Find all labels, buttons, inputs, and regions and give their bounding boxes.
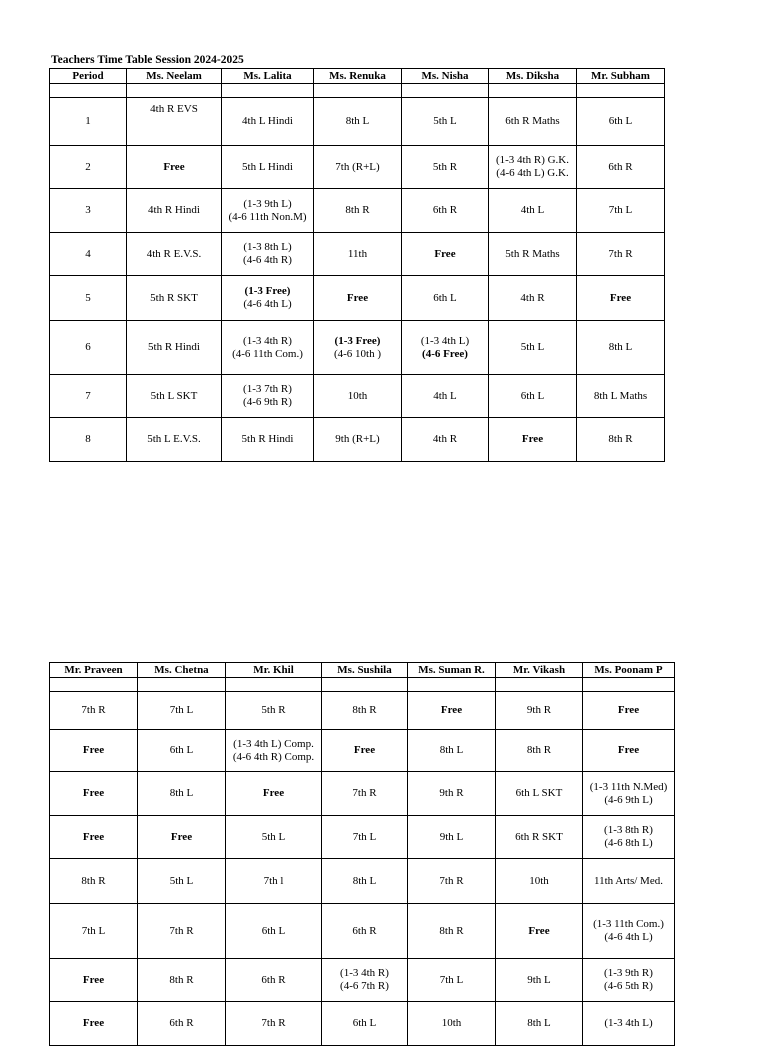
cell-text: 11th Arts/ Med. — [594, 874, 663, 887]
cell-text: 8th R — [81, 874, 106, 887]
empty-cell — [322, 678, 408, 692]
timetable-cell — [222, 189, 314, 233]
period-number: 7 — [50, 375, 127, 418]
cell-text: (1-3 4th L) — [420, 334, 470, 347]
timetable-cell — [583, 692, 675, 730]
cell-text: 5th L — [261, 830, 286, 843]
timetable-cell — [577, 276, 665, 321]
cell-text: 5th R Hindi — [241, 433, 294, 445]
timetable-cell — [226, 730, 322, 772]
timetable-cell — [402, 321, 489, 375]
timetable-cell — [138, 959, 226, 1002]
cell-text: Free — [82, 973, 105, 986]
cell-text: Free — [617, 704, 640, 716]
cell-text: 9th L — [439, 830, 464, 843]
cell-text: 8th R — [345, 204, 370, 216]
cell-text: 6th R Maths — [505, 115, 560, 127]
timetable-cell — [402, 146, 489, 189]
timetable-cell — [583, 859, 675, 904]
cell-text: (4-6 11th Non.M) — [228, 210, 307, 223]
cell-text: 7th R — [81, 704, 106, 716]
header-cell: Period — [50, 69, 127, 84]
cell-text: (1-3 7th R) — [243, 383, 292, 395]
cell-text: Free — [434, 247, 456, 260]
cell-text: 8th L — [608, 341, 633, 353]
table-row — [50, 692, 675, 730]
cell-text: Free — [528, 924, 550, 937]
header-cell: Mr. Subham — [577, 69, 665, 84]
timetable-cell — [408, 959, 496, 1002]
timetable-cell — [489, 276, 577, 321]
timetable-cell — [322, 772, 408, 816]
timetable-cell — [577, 98, 665, 146]
cell-text: 7th l — [263, 874, 284, 887]
cell-text: Free — [170, 830, 193, 843]
cell-text: 6th R SKT — [515, 830, 563, 843]
table-row — [50, 233, 665, 276]
timetable-cell — [496, 959, 583, 1002]
cell-text: 4th L — [520, 204, 545, 216]
timetable-cell — [322, 816, 408, 859]
header-cell: Ms. Suman R. — [408, 663, 496, 678]
timetable-cell — [222, 98, 314, 146]
cell-text: 5th R Hindi — [148, 341, 200, 353]
timetable-cell — [322, 959, 408, 1002]
timetable-cell — [583, 959, 675, 1002]
timetable-cell — [127, 418, 222, 462]
cell-text: (4-6 11th Com.) — [232, 347, 303, 360]
cell-text: 6th L — [433, 291, 457, 304]
timetable-cell — [222, 276, 314, 321]
cell-text: (1-3 8th R) — [604, 824, 653, 836]
table-row — [50, 418, 665, 462]
cell-text: 6th R — [169, 1017, 194, 1029]
cell-text: 7th L — [352, 830, 377, 843]
cell-text: 6th R — [432, 204, 458, 216]
cell-text: (4-6 4th L) — [604, 931, 653, 943]
timetable-cell — [50, 772, 138, 816]
cell-text: 4th R Hindi — [148, 204, 200, 216]
period-number: 3 — [50, 189, 127, 233]
cell-text: 6th L — [520, 389, 545, 402]
cell-text: 8th L — [169, 787, 194, 799]
timetable-cell — [127, 276, 222, 321]
header-cell: Mr. Vikash — [496, 663, 583, 678]
header-cell: Ms. Poonam P — [583, 663, 675, 678]
timetable-cell — [127, 233, 222, 276]
cell-text: 7th R — [352, 787, 377, 799]
timetable-cell — [127, 375, 222, 418]
cell-text: (4-6 4th R) — [243, 254, 292, 266]
timetable-cell — [402, 375, 489, 418]
period-number: 8 — [50, 418, 127, 462]
timetable-cell — [402, 98, 489, 146]
timetable-cell — [496, 904, 583, 959]
cell-text: 10th — [529, 874, 549, 887]
cell-text: (4-6 7th R) — [340, 980, 389, 992]
cell-text: Free — [262, 787, 285, 799]
timetable-cell — [489, 98, 577, 146]
cell-text: 6th L — [608, 115, 633, 127]
timetable-cell — [127, 189, 222, 233]
cell-text: 6th L — [352, 1017, 377, 1029]
cell-text: 5th R Maths — [505, 247, 560, 260]
cell-text: 8th R — [352, 704, 377, 716]
period-number: 6 — [50, 321, 127, 375]
timetable-cell — [226, 772, 322, 816]
cell-text: 6th L SKT — [515, 787, 563, 799]
cell-text: 10th — [347, 389, 368, 402]
timetable-cell — [50, 730, 138, 772]
cell-text: 7th R — [169, 924, 194, 937]
header-cell: Ms. Renuka — [314, 69, 402, 84]
timetable-cell — [50, 816, 138, 859]
timetable-cell — [226, 959, 322, 1002]
cell-text: Free — [440, 704, 463, 716]
timetable-cell — [408, 692, 496, 730]
timetable-cell — [496, 730, 583, 772]
cell-text: (1-3 11th N.Med) — [589, 780, 668, 793]
timetable-cell — [138, 859, 226, 904]
timetable-cell — [314, 276, 402, 321]
timetable-cell — [222, 418, 314, 462]
timetable-cell — [583, 772, 675, 816]
cell-text: 5th L SKT — [150, 389, 198, 402]
period-number: 2 — [50, 146, 127, 189]
timetable-cell — [489, 375, 577, 418]
cell-text: 7th R — [608, 247, 633, 260]
cell-text: 5th L Hindi — [242, 160, 293, 173]
empty-cell — [50, 84, 127, 98]
timetable-cell — [50, 859, 138, 904]
cell-text: (1-3 8th L) — [243, 241, 292, 253]
timetable-upper — [49, 68, 665, 462]
timetable-cell — [314, 321, 402, 375]
cell-text: 8th L — [439, 744, 464, 756]
header-cell: Ms. Chetna — [138, 663, 226, 678]
timetable-cell — [408, 772, 496, 816]
table-row — [50, 730, 675, 772]
cell-text: 9th R — [526, 704, 552, 716]
header-cell: Ms. Neelam — [127, 69, 222, 84]
timetable-lower — [49, 662, 675, 1046]
timetable-cell — [577, 375, 665, 418]
period-number: 4 — [50, 233, 127, 276]
timetable-cell — [577, 189, 665, 233]
timetable-cell — [402, 276, 489, 321]
timetable-cell — [408, 859, 496, 904]
cell-text: Free — [353, 744, 376, 756]
header-cell: Ms. Diksha — [489, 69, 577, 84]
cell-text: 5th L — [433, 115, 457, 127]
cell-text: 8th R — [169, 973, 194, 986]
timetable-cell — [226, 904, 322, 959]
empty-cell — [50, 678, 138, 692]
cell-text: Free — [609, 291, 632, 304]
cell-text: 8th R — [439, 924, 464, 937]
timetable-cell — [408, 730, 496, 772]
cell-text: 5th L — [169, 874, 194, 887]
cell-text: 4th R — [432, 433, 458, 445]
timetable-cell — [496, 859, 583, 904]
timetable-cell — [577, 321, 665, 375]
timetable-cell — [489, 146, 577, 189]
timetable-cell — [408, 816, 496, 859]
table-row — [50, 98, 665, 146]
empty-cell — [577, 84, 665, 98]
timetable-cell — [577, 418, 665, 462]
timetable-cell — [402, 233, 489, 276]
timetable-upper-body — [50, 98, 665, 462]
cell-text: 6th R — [352, 924, 377, 937]
cell-text: 6th R — [261, 973, 286, 986]
cell-text: 7th R — [261, 1017, 286, 1029]
timetable-lower-body — [50, 692, 675, 1046]
cell-text: Free — [82, 744, 105, 756]
cell-text: 5th L E.V.S. — [147, 433, 201, 445]
timetable-cell — [402, 189, 489, 233]
timetable-cell — [322, 692, 408, 730]
cell-text: (4-6 5th R) — [604, 980, 653, 992]
cell-text: 5th R — [261, 704, 286, 716]
cell-text: 8th L Maths — [593, 389, 648, 402]
cell-text: (4-6 4th R) Comp. — [232, 750, 315, 763]
timetable-cell — [127, 321, 222, 375]
cell-text: (4-6 4th L) G.K. — [496, 167, 569, 179]
timetable-cell — [496, 772, 583, 816]
header-cell: Ms. Lalita — [222, 69, 314, 84]
cell-text: (4-6 9th R) — [243, 396, 292, 408]
table-row — [50, 375, 665, 418]
timetable-cell — [322, 904, 408, 959]
header-cell: Mr. Khil — [226, 663, 322, 678]
empty-cell — [496, 678, 583, 692]
timetable-cell — [314, 189, 402, 233]
cell-text: 8th L — [527, 1017, 551, 1029]
cell-text: 7th R — [439, 874, 464, 887]
cell-text: (1-3 Free) — [244, 285, 291, 297]
timetable-cell — [138, 816, 226, 859]
cell-text: 4th R EVS — [150, 103, 198, 115]
timetable-cell — [222, 233, 314, 276]
header-row — [50, 663, 675, 678]
empty-cell — [226, 678, 322, 692]
header-cell: Ms. Nisha — [402, 69, 489, 84]
timetable-cell — [127, 146, 222, 189]
timetable-cell — [314, 375, 402, 418]
empty-cell — [138, 678, 226, 692]
cell-text: (4-6 4th L) — [243, 298, 292, 310]
cell-text: 7th (R+L) — [335, 160, 380, 173]
cell-text: Free — [82, 1017, 105, 1029]
cell-text: Free — [346, 291, 369, 304]
table-row — [50, 859, 675, 904]
cell-text: (1-3 9th L) — [243, 197, 292, 210]
empty-cell — [222, 84, 314, 98]
timetable-cell — [314, 418, 402, 462]
cell-text: (1-3 9th R) — [604, 967, 653, 979]
timetable-cell — [583, 904, 675, 959]
timetable-cell — [583, 816, 675, 859]
timetable-cell — [314, 233, 402, 276]
timetable-cell — [226, 816, 322, 859]
timetable-cell — [577, 233, 665, 276]
cell-text: (1-3 4th R) — [340, 967, 389, 979]
cell-text: (1-3 11th Com.) — [593, 918, 664, 930]
cell-text: 5th L — [520, 341, 545, 353]
cell-text: 4th L Hindi — [242, 115, 293, 127]
period-number: 1 — [50, 98, 127, 146]
table-row — [50, 772, 675, 816]
table-row — [50, 904, 675, 959]
cell-text: 9th L — [527, 973, 551, 986]
empty-cell — [127, 84, 222, 98]
cell-text: Free — [163, 160, 185, 173]
timetable-cell — [496, 692, 583, 730]
timetable-cell — [50, 904, 138, 959]
cell-text: Free — [617, 744, 640, 756]
timetable-cell — [583, 730, 675, 772]
empty-cell — [408, 678, 496, 692]
header-cell: Ms. Sushila — [322, 663, 408, 678]
period-number: 5 — [50, 276, 127, 321]
table-row — [50, 816, 675, 859]
table-row — [50, 276, 665, 321]
cell-text: Free — [521, 433, 544, 445]
timetable-cell — [314, 146, 402, 189]
cell-text: 4th R E.V.S. — [146, 247, 202, 260]
cell-text: 6th L — [169, 744, 194, 756]
cell-text: 9th R — [439, 787, 464, 799]
cell-text: 8th L — [345, 115, 370, 127]
cell-text: (1-3 4th R) — [243, 334, 292, 347]
empty-cell — [489, 84, 577, 98]
cell-text: 7th L — [81, 924, 106, 937]
timetable-cell — [577, 146, 665, 189]
table-row — [50, 146, 665, 189]
cell-text: (1-3 4th L) — [604, 1017, 653, 1029]
cell-text: (1-3 4th L) Comp. — [233, 737, 314, 750]
header-row — [50, 69, 665, 84]
cell-text: Free — [82, 787, 105, 799]
cell-text: 7th L — [439, 973, 464, 986]
timetable-cell — [402, 418, 489, 462]
cell-text: 8th R — [526, 744, 552, 756]
timetable-cell — [138, 730, 226, 772]
timetable-cell — [322, 859, 408, 904]
timetable-cell — [496, 816, 583, 859]
timetable-cell — [138, 772, 226, 816]
empty-cell — [314, 84, 402, 98]
timetable-cell — [127, 98, 222, 146]
table-row — [50, 189, 665, 233]
header-cell: Mr. Praveen — [50, 663, 138, 678]
empty-cell — [583, 678, 675, 692]
timetable-cell — [408, 904, 496, 959]
cell-text: (4-6 Free) — [422, 347, 468, 360]
cell-text: 9th (R+L) — [335, 433, 380, 445]
timetable-cell — [222, 321, 314, 375]
timetable-title: Teachers Time Table Session 2024-2025 — [51, 54, 244, 66]
timetable-cell — [222, 146, 314, 189]
cell-text: 7th L — [169, 704, 194, 716]
empty-cell — [402, 84, 489, 98]
cell-text: 10th — [441, 1017, 462, 1029]
cell-text: 6th R — [608, 160, 633, 173]
timetable-cell — [222, 375, 314, 418]
cell-text: 4th L — [433, 389, 457, 402]
timetable-cell — [489, 321, 577, 375]
timetable-cell — [50, 959, 138, 1002]
timetable-cell — [322, 730, 408, 772]
timetable-cell — [489, 233, 577, 276]
cell-text: 7th L — [608, 204, 633, 216]
cell-text: 6th L — [261, 924, 286, 937]
cell-text: 5th R SKT — [150, 291, 198, 304]
cell-text: 11th — [347, 247, 368, 260]
timetable-cell — [489, 418, 577, 462]
timetable-cell — [226, 859, 322, 904]
table-row — [50, 959, 675, 1002]
cell-text: 5th R — [432, 160, 458, 173]
timetable-cell — [226, 692, 322, 730]
cell-text: (4-6 8th L) — [604, 837, 653, 849]
cell-text: (1-3 4th R) G.K. — [495, 154, 570, 166]
table-row — [50, 321, 665, 375]
spacer-row — [50, 84, 665, 98]
spacer-row — [50, 678, 675, 692]
cell-text: 8th R — [608, 433, 633, 445]
timetable-cell — [138, 904, 226, 959]
cell-text: (4-6 9th L) — [604, 793, 653, 806]
timetable-cell — [314, 98, 402, 146]
cell-text: 4th R — [520, 291, 545, 304]
cell-text: (1-3 Free) — [334, 334, 381, 347]
cell-text: Free — [82, 830, 105, 843]
timetable-cell — [138, 692, 226, 730]
timetable-cell — [50, 692, 138, 730]
timetable-cell — [489, 189, 577, 233]
cell-text: (4-6 10th ) — [333, 347, 382, 360]
cell-text: 8th L — [352, 874, 377, 887]
